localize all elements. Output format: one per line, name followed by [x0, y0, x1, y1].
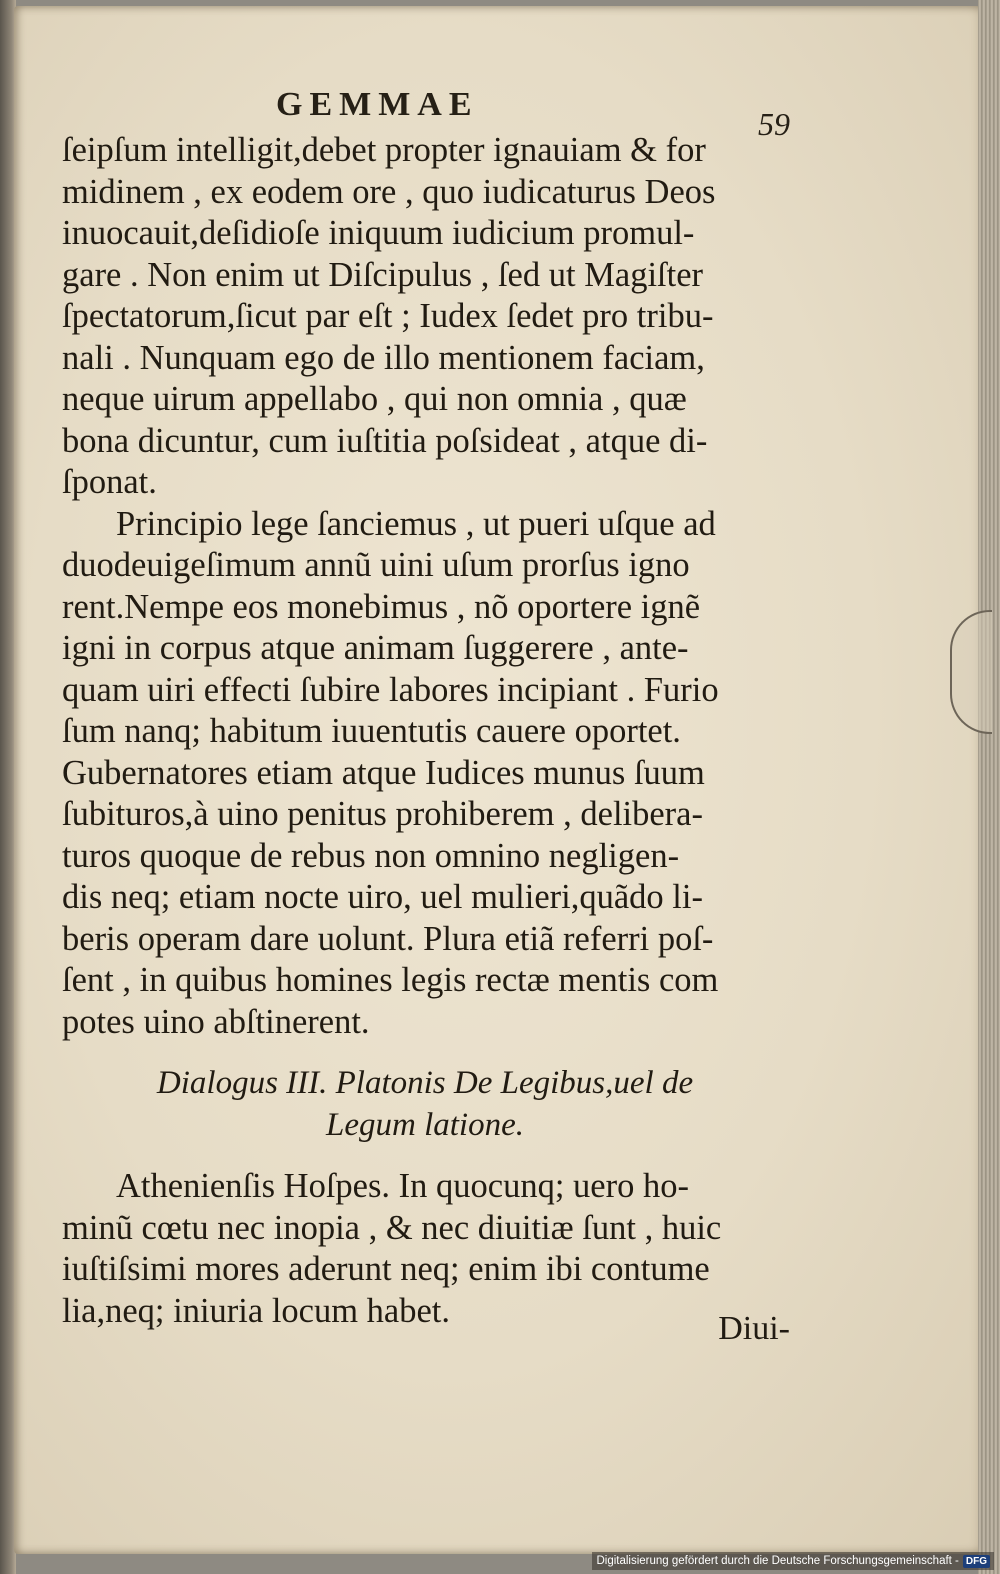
text-line: ſpectatorum,ſicut par eſt ; Iudex ſedet pro tribu- — [62, 297, 714, 335]
page-clasp-mark — [950, 610, 992, 734]
text-line: minũ cœtu nec inopia , & nec diuitiæ ſunt , huic — [62, 1208, 722, 1247]
page-number: 59 — [758, 106, 790, 142]
paragraph-3 — [62, 1166, 788, 1332]
paragraph-1 — [62, 130, 788, 504]
text-line: bona dicuntur, cum iuſtitia poſsideat , atque di- — [62, 421, 708, 460]
text-line: ſubituros,à uino penitus prohiberem , delibera- — [62, 795, 703, 833]
text-line: igni in corpus atque animam ſuggerere , ante- — [62, 629, 689, 667]
text-line: ſponat. — [62, 463, 157, 501]
section-spacer — [62, 1146, 788, 1166]
page-header — [60, 86, 790, 142]
page-body — [62, 130, 788, 1332]
text-line: duodeuigeſimum annũ uini uſum prorſus igno — [62, 546, 690, 584]
text-line: quam uiri effecti ſubire labores incipiant . Furio — [62, 670, 719, 709]
heading-line-2: Legum latione. — [326, 1106, 524, 1143]
text-line: ſeipſum intelligit,debet propter ignauiam & for — [62, 131, 706, 169]
text-line: Athenienſis Hoſpes. In quocunq; uero ho- — [116, 1167, 689, 1205]
text-line: rent.Nempe eos monebimus , nõ oportere ignẽ — [62, 587, 701, 626]
text-line: gare . Non enim ut Diſcipulus , ſed ut Magiſter — [62, 255, 703, 294]
dfg-logo: DFG — [963, 1555, 990, 1568]
dialogue-heading — [62, 1063, 788, 1146]
section-spacer — [62, 1043, 788, 1063]
book-fore-edge — [978, 0, 1000, 1574]
text-line: beris operam dare uolunt. Plura etiã referri poſ- — [62, 919, 714, 958]
text-line: turos quoque de rebus non omnino negligen- — [62, 836, 680, 875]
paragraph-2 — [62, 504, 788, 1044]
text-line: neque uirum appellabo , qui non omnia , quæ — [62, 380, 687, 418]
text-line: potes uino abſtinerent. — [62, 1002, 370, 1041]
catchword: Diui- — [718, 1310, 790, 1347]
text-line: dis neq; etiam nocte uiro, uel mulieri,quãdo li- — [62, 878, 703, 916]
text-line: Principio lege ſanciemus , ut pueri uſque ad — [116, 504, 716, 543]
text-line: midinem , ex eodem ore , quo iudicaturus Deos — [62, 172, 716, 211]
text-line: iuſtiſsimi mores aderunt neq; enim ibi contume — [62, 1250, 710, 1288]
digitization-credit — [592, 1552, 994, 1570]
credit-text: Digitalisierung gefördert durch die Deutsche Forschungsgemeinschaft - — [596, 1555, 959, 1567]
text-line: ſent , in quibus homines legis rectæ mentis com — [62, 961, 719, 999]
running-head: GEMMAE — [276, 86, 479, 123]
text-line: lia,neq; iniuria locum habet. — [62, 1291, 451, 1330]
text-line: nali . Nunquam ego de illo mentionem faciam, — [62, 338, 705, 377]
text-line: Gubernatores etiam atque Iudices munus ſuum — [62, 753, 705, 792]
text-line: inuocauit,deſidioſe iniquum iudicium promul- — [62, 214, 695, 252]
heading-line-1: Dialogus III. Platonis De Legibus,uel de — [156, 1065, 694, 1101]
text-line: ſum nanq; habitum iuuentutis cauere oportet. — [62, 712, 681, 750]
